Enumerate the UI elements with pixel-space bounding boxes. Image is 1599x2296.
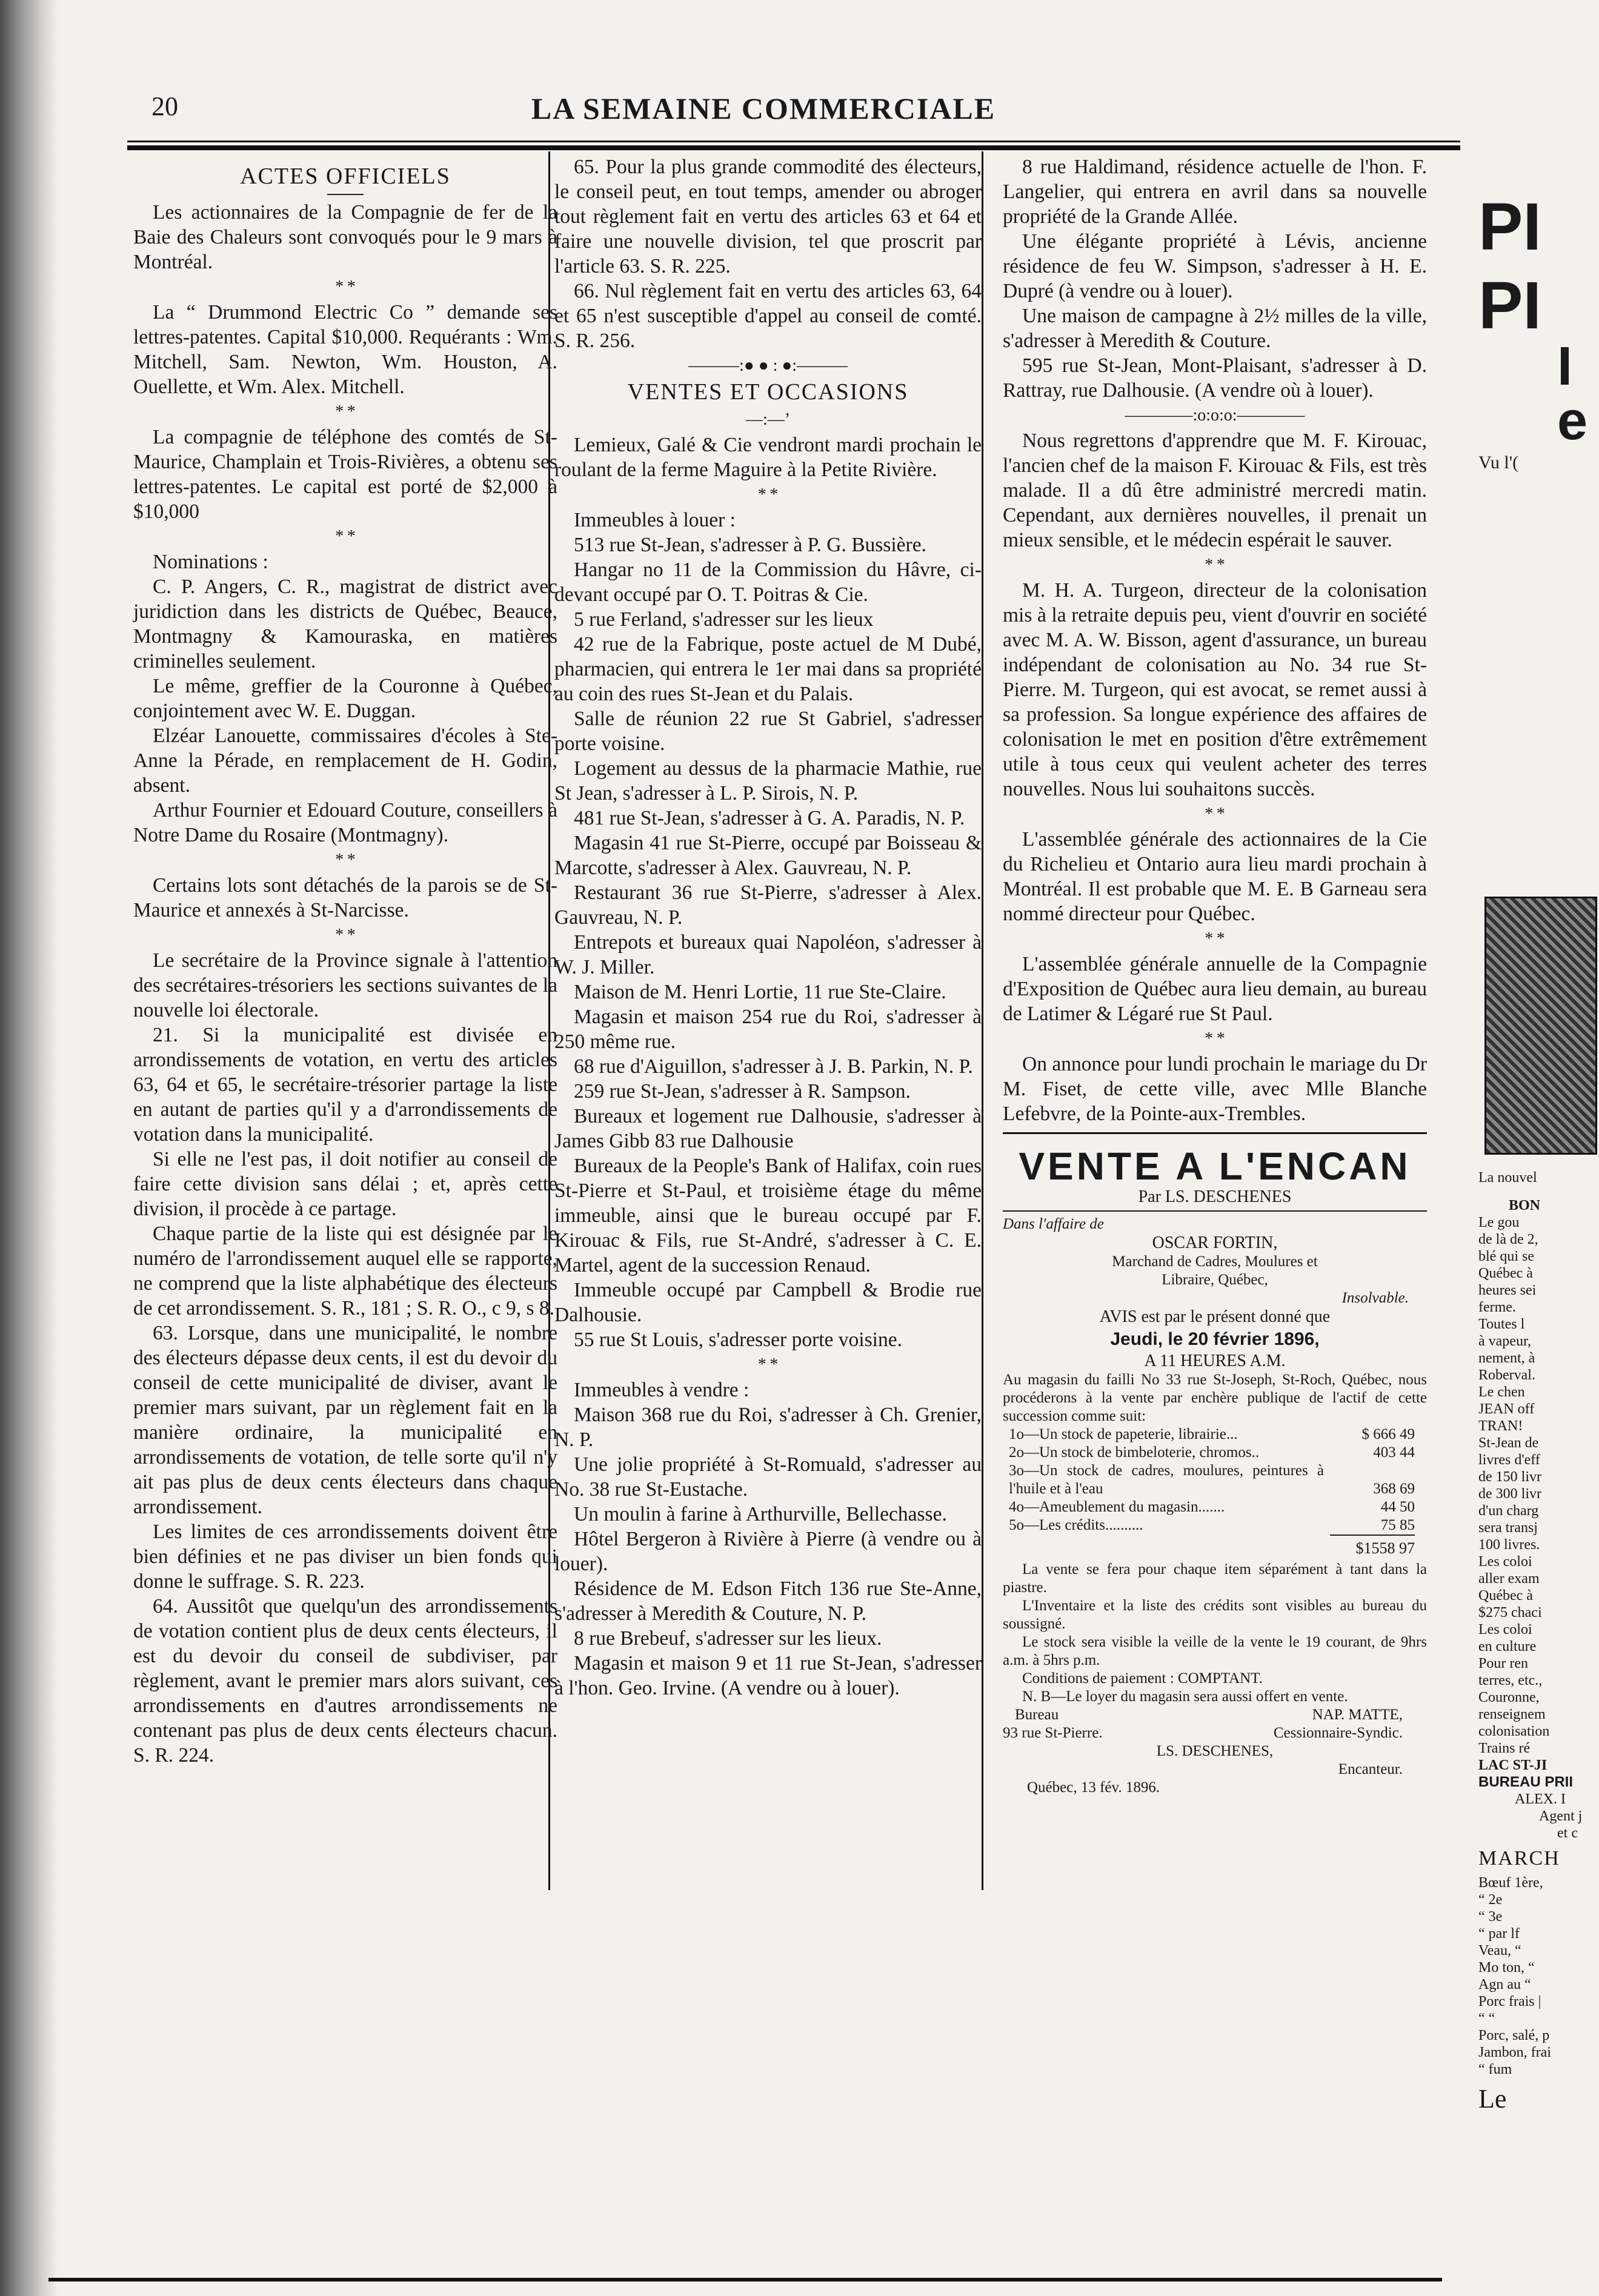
- fragment-line: en culture: [1478, 1639, 1537, 1654]
- fragment-line: 100 livres.: [1478, 1537, 1540, 1553]
- paragraph: Lemieux, Galé & Cie vendront mardi prochain le roulant de la ferme Maguire à la Petite Rivière.: [554, 434, 982, 481]
- ad-rule: [1003, 1210, 1427, 1212]
- affair-label: Dans l'affaire de: [1003, 1216, 1104, 1232]
- fragment-line: Porc frais |: [1478, 1994, 1541, 2009]
- fragment-line: à vapeur,: [1478, 1333, 1531, 1349]
- dateline: Québec, 13 fév. 1896.: [1027, 1779, 1160, 1796]
- ad-rule: [1003, 1132, 1427, 1134]
- page-header: [121, 91, 1406, 139]
- fragment-line: et c: [1557, 1825, 1578, 1841]
- fragment-line: aller exam: [1478, 1571, 1540, 1587]
- divider-ornament: ————:o:o:o:————: [1125, 406, 1305, 425]
- column-ventes-occasions: [539, 154, 982, 1700]
- item-label: 1o—Un stock de papeterie, librairie...: [1009, 1426, 1238, 1442]
- listing-item: Logement au dessus de la pharmacie Mathie, rue St Jean, s'adresser à L. P. Sirois, N. P.: [554, 757, 982, 805]
- paragraph: 63. Lorsque, dans une municipalité, le nombre des électeurs dépasse deux cents, il est du devoir du conseil de cette municipalité de diviser, avant le premier mars suivant, par un règlement fait en la manière ordinaire, la municipalité en arrondissements de votation, de telle sorte qu'il n'y ait pas plus de deux cents électeurs dans chaque arrondissement.: [133, 1322, 557, 1518]
- item-label: 5o—Les crédits..........: [1009, 1517, 1143, 1533]
- fragment-heading: PI: [1478, 190, 1541, 264]
- fragment-line: de 300 livr: [1478, 1486, 1541, 1502]
- stars-ornament: * *: [335, 277, 356, 296]
- listing-item: 595 rue St-Jean, Mont-Plaisant, s'adresser à D. Rattray, rue Dalhousie. (A vendre où à louer).: [1003, 354, 1427, 402]
- paragraph: C. P. Angers, C. R., magistrat de district avec juridiction dans les districts de Québec, Beauce, Montmagny & Kamouraska, en matières criminelles seulement.: [133, 576, 557, 672]
- paragraph: Arthur Fournier et Edouard Couture, conseillers à Notre Dame du Rosaire (Montmagny).: [133, 799, 557, 846]
- fragment-line: sera transj: [1478, 1520, 1538, 1536]
- paragraph: La compagnie de téléphone des comtés de St-Maurice, Champlain et Trois-Rivières, a obtenu ses lettres-patentes. Le capital est porté de $2,000 à $10,000: [133, 426, 557, 523]
- list-item: [1009, 1425, 1415, 1444]
- page-edge-shadow: [0, 0, 58, 2296]
- stars-ornament: * *: [757, 485, 779, 504]
- fragment-market-heading: MARCH: [1478, 1847, 1560, 1870]
- fragment-line: Pour ren: [1478, 1656, 1528, 1671]
- bureau-label: Bureau: [1015, 1707, 1059, 1723]
- fragment-line: Vu l'(: [1478, 453, 1519, 473]
- auction-note: L'Inventaire et la liste des crédits sont visibles au bureau du soussigné.: [1003, 1598, 1427, 1632]
- paragraph: M. H. A. Turgeon, directeur de la colonisation mis à la retraite depuis peu, vient d'ouvrir en société avec M. A. W. Bisson, agent d'assurance, un bureau indépendant de colonisation au No. 34 rue St-Pierre. M. Turgeon, qui est avocat, se remet aussi à sa profession. Sa longue expérience des affaires de colonisation le met en position d'être extrêmement utile à tous ceux qui veulent acheter des terres nouvelles. Nous lui souhaitons succès.: [1003, 579, 1427, 800]
- column-actes-officiels: [133, 161, 557, 1768]
- stars-ornament: * *: [1205, 929, 1225, 948]
- insolvent-name: OSCAR FORTIN,: [1152, 1233, 1278, 1252]
- listing-item: 55 rue St Louis, s'adresser porte voisine.: [574, 1329, 902, 1351]
- paragraph: 65. Pour la plus grande commodité des électeurs, le conseil peut, en tout temps, amender ou abroger tout règlement fait en vertu des articles 63 et 64 et faire une nouvelle division, tel que proscrit par l'article 63. S. R. 225.: [554, 156, 982, 277]
- divider-ornament: ———:● ● : ●:———: [688, 356, 848, 375]
- paragraph: 64. Aussitôt que quelqu'un des arrondissements de votation contient plus de deux cents électeurs, il est du devoir du conseil de subdiviser, par règlement, avant le premier mars alors suivant, ces arrondissements en d'autres arrondissements ne contenant pas plus de deux cents électeurs chacun. S. R. 224.: [133, 1595, 557, 1767]
- stars-ornament: * *: [1205, 805, 1225, 823]
- auction-advertisement: [1003, 1145, 1427, 1797]
- paragraph: Elzéar Lanouette, commissaires d'écoles à Ste-Anne la Pérade, en remplacement de H. Godin, absent.: [133, 725, 557, 797]
- listing-item: 481 rue St-Jean, s'adresser à G. A. Paradis, N. P.: [574, 807, 965, 829]
- listing-item: Salle de réunion 22 rue St Gabriel, s'adresser porte voisine.: [554, 708, 982, 755]
- fragment-line: Agn au “: [1478, 1977, 1531, 1992]
- list-item: [1009, 1516, 1415, 1535]
- masthead-title: LA SEMAINE COMMERCIALE: [531, 91, 996, 125]
- fragment-line: Couronne,: [1478, 1690, 1540, 1705]
- listing-item: Maison de M. Henri Lortie, 11 rue Ste-Claire.: [574, 981, 946, 1003]
- paragraph: Certains lots sont détachés de la parois se de St-Maurice et annexés à St-Narcisse.: [133, 874, 557, 921]
- fragment-line: “ “: [1478, 2011, 1495, 2026]
- fragment-line: JEAN off: [1478, 1401, 1535, 1417]
- fragment-line: livres d'eff: [1478, 1452, 1540, 1468]
- fragment-line: Les coloi: [1478, 1554, 1532, 1570]
- adjacent-page-fragment: [1478, 151, 1599, 2296]
- insolvent-trade: Marchand de Cadres, Moulures et: [1112, 1253, 1318, 1270]
- fragment-line: blé qui se: [1478, 1249, 1534, 1264]
- fragment-line: Agent j: [1539, 1808, 1583, 1824]
- auctioneer-title: Encanteur.: [1338, 1761, 1403, 1777]
- stars-ornament: * *: [335, 851, 356, 869]
- item-label: 4o—Ameublement du magasin.......: [1009, 1499, 1225, 1515]
- fragment-line: $275 chaci: [1478, 1605, 1542, 1621]
- page-number: 20: [151, 91, 178, 121]
- stars-ornament: * *: [757, 1355, 779, 1374]
- listing-item: 5 rue Ferland, s'adresser sur les lieux: [574, 608, 874, 631]
- paragraph: Nous regrettons d'apprendre que M. F. Kirouac, l'ancien chef de la maison F. Kirouac & Fils, est très malade. Il a dû être administré mercredi matin. Cependant, aux dernières nouvelles, il prenait un mieux sensible, et le médecin espérait le sauver.: [1003, 430, 1427, 551]
- paragraph: 66. Nul règlement fait en vertu des articles 63, 64 et 65 n'est susceptible d'appel au conseil de comté. S. R. 256.: [554, 280, 982, 352]
- auctioneer-byline: Par LS. DESCHENES: [1138, 1187, 1292, 1206]
- fragment-line: “ par lf: [1478, 1926, 1520, 1942]
- fragment-line: BUREAU PRII: [1478, 1774, 1574, 1790]
- stars-ornament: * *: [1205, 556, 1225, 574]
- fragment-heading: PI: [1478, 268, 1541, 343]
- fragment-line: ferme.: [1478, 1299, 1516, 1315]
- fragment-engraving-image: [1484, 897, 1597, 1155]
- listing-item: Restaurant 36 rue St-Pierre, s'adresser à Alex. Gauvreau, N. P.: [554, 881, 982, 929]
- listing-item: Bureaux et logement rue Dalhousie, s'adresser à James Gibb 83 rue Dalhousie: [554, 1105, 982, 1152]
- paragraph: Les actionnaires de la Compagnie de fer de la Baie des Chaleurs sont convoqués pour le 9 mars à Montréal.: [133, 201, 557, 273]
- auction-note: Le stock sera visible la veille de la vente le 19 courant, de 9hrs a.m. à 5hrs p.m.: [1003, 1634, 1427, 1668]
- stars-ornament: * *: [335, 527, 356, 546]
- stars-ornament: * *: [1205, 1029, 1225, 1048]
- fragment-line: Toutes l: [1478, 1316, 1525, 1332]
- fragment-heading: e: [1557, 391, 1588, 451]
- listing-item: Une élégante propriété à Lévis, ancienne résidence de feu W. Simpson, s'adresser à H. E. Dupré (à vendre ou à louer).: [1003, 230, 1427, 302]
- divider-ornament: —:—’: [745, 410, 791, 429]
- fragment-line: nement, à: [1478, 1350, 1535, 1366]
- listing-item: Résidence de M. Edson Fitch 136 rue Ste-Anne, s'adresser à Meredith & Couture, N. P.: [554, 1578, 982, 1625]
- fragment-line: “ 2e: [1478, 1892, 1503, 1908]
- fragment-line: de là de 2,: [1478, 1232, 1538, 1247]
- listing-item: Hôtel Bergeron à Rivière à Pierre (à vendre ou à louer).: [554, 1528, 982, 1575]
- fragment-column: [1478, 1169, 1582, 2114]
- insolvent-trade: Libraire, Québec,: [1162, 1272, 1268, 1288]
- listing-item: Maison 368 rue du Roi, s'adresser à Ch. Grenier, N. P.: [554, 1404, 982, 1451]
- column-separator: [982, 151, 983, 1890]
- item-amount: 44 50: [1380, 1499, 1415, 1515]
- header-rule-thin: [127, 141, 1460, 142]
- fragment-line: Roberval.: [1478, 1367, 1535, 1383]
- insolvable-label: Insolvable.: [1341, 1290, 1409, 1306]
- paragraph: Chaque partie de la liste qui est désignée par le numéro de l'arrondissement auquel elle se rapporte, ne comprend que la liste alphabétique des électeurs de cet arrondissement. S. R., 181 ; S. R. O., c 9, s 8.: [133, 1223, 557, 1319]
- paragraph: 21. Si la municipalité est divisée en arrondissements de votation, en vertu des articles 63, 64 et 65, le secrétaire-trésorier partage la liste en autant de parties qu'il y a d'arrondissements de votation dans la municipalité.: [133, 1024, 557, 1146]
- listing-item: 8 rue Haldimand, résidence actuelle de l'hon. F. Langelier, qui entrera en avril dans sa nouvelle propriété de la Grande Allée.: [1003, 156, 1427, 228]
- auction-title: VENTE A L'ENCAN: [1019, 1144, 1411, 1188]
- syndic-block: [1003, 1724, 1427, 1742]
- footer-rule: [48, 2278, 1442, 2281]
- fragment-heading: I: [1557, 336, 1573, 397]
- fragment-line: LAC ST-JI: [1478, 1757, 1547, 1773]
- auction-note: La vente se fera pour chaque item séparément à tant dans la piastre.: [1003, 1561, 1427, 1596]
- paragraph: Nominations :: [153, 551, 268, 573]
- header-rule-thick: [127, 145, 1460, 150]
- fragment-line: ALEX. I: [1515, 1791, 1566, 1807]
- listing-item: 259 rue St-Jean, s'adresser à R. Sampson.: [574, 1080, 911, 1103]
- fragment-line: “ fum: [1478, 2062, 1512, 2077]
- paragraph: Le secrétaire de la Province signale à l'attention des secrétaires-trésoriers les sections suivantes de la nouvelle loi électorale.: [133, 949, 557, 1021]
- paragraph: Immeubles à louer :: [574, 509, 736, 531]
- fragment-line: d'un charg: [1478, 1503, 1539, 1519]
- fragment-line: Québec à: [1478, 1588, 1533, 1604]
- listing-item: Entrepots et bureaux quai Napoléon, s'adresser à W. J. Miller.: [554, 931, 982, 978]
- fragment-line: Le: [1478, 2084, 1507, 2114]
- paragraph: Si elle ne l'est pas, il doit notifier au conseil de faire cette division sans délai ; et, après cette division, il procède à ce partage.: [133, 1148, 557, 1220]
- paragraph: Les limites de ces arrondissements doivent être bien définies et ne pas diviser un bien fonds qui donne le suffrage. S. R. 223.: [133, 1521, 557, 1593]
- fragment-line: heures sei: [1478, 1282, 1537, 1298]
- auction-total: $1558 97: [1330, 1535, 1415, 1561]
- syndic-block: [1003, 1706, 1427, 1724]
- fragment-line: La nouvel: [1478, 1170, 1537, 1186]
- syndic-name: NAP. MATTE,: [1312, 1707, 1403, 1723]
- auctioneer-name: LS. DESCHENES,: [1156, 1743, 1274, 1759]
- fragment-line: de 150 livr: [1478, 1469, 1541, 1485]
- paragraph: On annonce pour lundi prochain le mariage du Dr M. Fiset, de cette ville, avec Mlle Blanche Lefebvre, de la Pointe-aux-Trembles.: [1003, 1053, 1427, 1125]
- listing-item: Un moulin à farine à Arthurville, Bellechasse.: [574, 1503, 947, 1525]
- column-news: [991, 154, 1427, 1797]
- list-item: [1009, 1444, 1415, 1462]
- fragment-line: TRAN!: [1478, 1418, 1523, 1434]
- stars-ornament: * *: [335, 926, 356, 944]
- fragment-line: St-Jean de: [1478, 1435, 1539, 1451]
- listing-item: Une jolie propriété à St-Romuald, s'adresser au No. 38 rue St-Eustache.: [554, 1453, 982, 1501]
- stars-ornament: * *: [335, 402, 356, 421]
- listing-item: 68 rue d'Aiguillon, s'adresser à J. B. Parkin, N. P.: [574, 1055, 973, 1078]
- list-item: [1009, 1462, 1415, 1498]
- paragraph: Le même, greffier de la Couronne à Québec, conjointement avec W. E. Duggan.: [133, 675, 557, 722]
- auction-note: Conditions de paiement : COMPTANT.: [1022, 1670, 1263, 1687]
- paragraph: L'assemblée générale annuelle de la Compagnie d'Exposition de Québec aura lieu demain, au bureau de Latimer & Légaré rue St Paul.: [1003, 953, 1427, 1025]
- item-amount: 368 69: [1373, 1481, 1415, 1497]
- listing-item: 8 rue Brebeuf, s'adresser sur les lieux.: [574, 1627, 882, 1650]
- item-amount: 75 85: [1380, 1517, 1415, 1533]
- bureau-address: 93 rue St-Pierre.: [1003, 1725, 1103, 1741]
- item-amount: 403 44: [1373, 1444, 1415, 1461]
- listing-item: Immeuble occupé par Campbell & Brodie rue Dalhousie.: [554, 1279, 982, 1326]
- listing-item: Magasin 41 rue St-Pierre, occupé par Boisseau & Marcotte, s'adresser à Alex. Gauvreau, N. P.: [554, 832, 982, 879]
- fragment-line: Bœuf 1ère,: [1478, 1875, 1543, 1891]
- fragment-line: Québec à: [1478, 1266, 1533, 1281]
- fragment-line: colonisation: [1478, 1724, 1550, 1739]
- fragment-line: Veau, “: [1478, 1943, 1521, 1959]
- fragment-line: Les coloi: [1478, 1622, 1532, 1637]
- fragment-line: Le chen: [1478, 1384, 1525, 1400]
- auction-date: Jeudi, le 20 février 1896,: [1110, 1329, 1320, 1349]
- listing-item: 513 rue St-Jean, s'adresser à P. G. Bussière.: [574, 534, 926, 556]
- section-heading: VENTES ET OCCASIONS: [627, 379, 909, 405]
- auction-intro: Au magasin du failli No 33 rue St-Joseph, St-Roch, Québec, nous procéderons à la vente par enchère publique de l'actif de cette succession comme suit:: [1003, 1372, 1427, 1424]
- listing-item: Magasin et maison 9 et 11 rue St-Jean, s'adresser à l'hon. Geo. Irvine. (A vendre ou à louer).: [554, 1652, 982, 1699]
- item-label: 2o—Un stock de bimbeloterie, chromos..: [1009, 1444, 1260, 1461]
- heading-rule: [327, 194, 364, 195]
- paragraph: L'assemblée générale des actionnaires de la Cie du Richelieu et Ontario aura lieu mardi prochain à Montréal. Il est probable que M. E. B Garneau sera nommé directeur pour Québec.: [1003, 828, 1427, 925]
- listing-item: Bureaux de la People's Bank of Halifax, coin rues St-Pierre et St-Paul, et troisième étage du même immeuble, ainsi que le bureau occupé par F. Kirouac & Fils, rue St-André, s'adresser à C. E. Martel, agent de la succession Renaud.: [554, 1155, 982, 1276]
- section-heading: ACTES OFFICIELS: [240, 164, 451, 189]
- listing-item: Hangar no 11 de la Commission du Hâvre, ci-devant occupé par O. T. Poitras & Cie.: [554, 559, 982, 606]
- fragment-line: Trains ré: [1478, 1740, 1531, 1756]
- fragment-line: Porc, salé, p: [1478, 2028, 1550, 2043]
- listing-item: Une maison de campagne à 2½ milles de la ville, s'adresser à Meredith & Couture.: [1003, 305, 1427, 352]
- fragment-line: terres, etc.,: [1478, 1673, 1543, 1688]
- listing-item: 42 rue de la Fabrique, poste actuel de M Dubé, pharmacien, qui entrera le 1er mai dans sa propriété au coin des rues St-Jean et du Palais.: [554, 633, 982, 705]
- fragment-line: renseignem: [1478, 1707, 1546, 1722]
- item-label: 3o—Un stock de cadres, moulures, peintures à l'huile et à l'eau: [1009, 1462, 1324, 1497]
- auction-time: A 11 HEURES A.M.: [1144, 1352, 1286, 1370]
- paragraph: La “ Drummond Electric Co ” demande ses lettres-patentes. Capital $10,000. Requérants : Wm. Mitchell, Sam. Newton, Wm. Houston, A. Ouellette, et Wm. Alex. Mitchell.: [133, 301, 557, 398]
- fragment-line: BON: [1509, 1198, 1541, 1213]
- fragment-line: Le gou: [1478, 1215, 1520, 1230]
- auction-note: N. B—Le loyer du magasin sera aussi offert en vente.: [1022, 1688, 1348, 1705]
- listing-item: Magasin et maison 254 rue du Roi, s'adresser à 250 même rue.: [554, 1006, 982, 1053]
- fragment-line: Mo ton, “: [1478, 1960, 1535, 1976]
- notice-line: AVIS est par le présent donné que: [1099, 1307, 1331, 1326]
- fragment-line: Jambon, frai: [1478, 2045, 1551, 2060]
- fragment-line: “ 3e: [1478, 1909, 1503, 1925]
- syndic-title: Cessionnaire-Syndic.: [1273, 1725, 1403, 1741]
- auction-items: [1003, 1425, 1427, 1561]
- item-amount: $ 666 49: [1361, 1426, 1415, 1442]
- paragraph: Immeubles à vendre :: [574, 1379, 750, 1401]
- list-item: [1009, 1498, 1415, 1516]
